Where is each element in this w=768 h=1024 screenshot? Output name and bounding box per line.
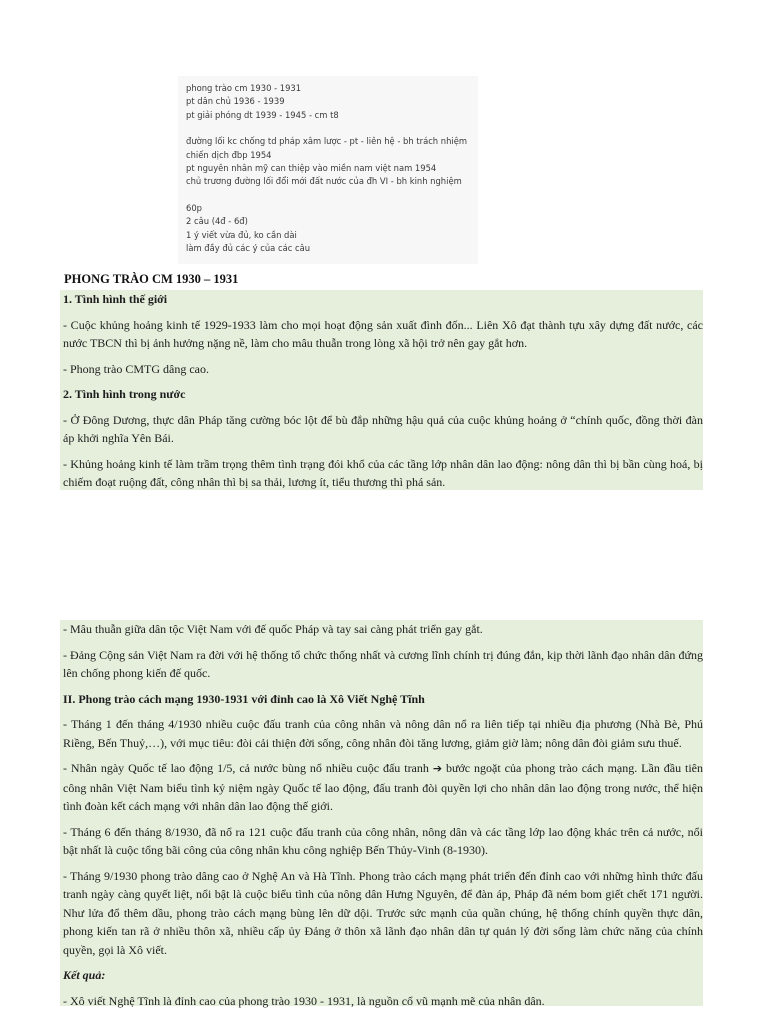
note-line: pt nguyên nhân mỹ can thiệp vào miền nam việt nam 1954 (186, 163, 437, 174)
note-line: 60p (186, 202, 202, 213)
paragraph: - Tháng 9/1930 phong trào dâng cao ở Nghệ An và Hà Tĩnh. Phong trào cách mạng phát triển đến đỉnh cao với những hình thức đấu tranh ngày càng quyết liệt, nổi bật là cuộc biểu tình của nông dân Hưng Nguyên, để đàn áp, Pháp đã ném bom giết chết 171 người. Như lửa đổ thêm dầu, phong trào cách mạng bùng lên dữ dội. Trước sức mạnh của quần chúng, hệ thống chính quyền thực dân, phong kiến tan rã ở nhiều thôn xã, nhiều cấp ủy Đảng ở thôn xã lãnh đạo nhân dân tự quản lý đời sống làm chức năng của chính quyền, gọi là Xô viết. (63, 868, 703, 957)
section-block-movement (60, 620, 703, 1006)
paragraph: - Mâu thuẫn giữa dân tộc Việt Nam với đế quốc Pháp và tay sai càng phát triển gay gắt. (63, 622, 483, 636)
paragraph: - Ở Đông Dương, thực dân Pháp tăng cường bóc lột để bù đắp những hậu quả của cuộc khủng hoảng ở “chính quốc, đồng thời đàn áp khởi nghĩa Yên Bái. (63, 412, 703, 445)
section-heading: 2. Tình hình trong nước (63, 387, 186, 401)
paragraph: - Khủng hoảng kinh tế làm trầm trọng thêm tình trạng đói khổ của các tầng lớp nhân dân lao động: nông dân thì bị bần cùng hoá, bị chiếm đoạt ruộng đất, công nhân thì bị sa thải, lương ít, tiểu thương thì phá sản. (63, 456, 703, 489)
paragraph: - Tháng 6 đến tháng 8/1930, đã nổ ra 121 cuộc đấu tranh của công nhân, nông dân và các tầng lớp lao động khác trên cả nước, nổi bật nhất là cuộc tổng bãi công của công nhân khu công nghiệp Bến Thủy-Vinh (8-1930). (63, 824, 703, 857)
section-heading: 1. Tình hình thế giới (63, 292, 168, 306)
paragraph: - Đảng Cộng sản Việt Nam ra đời với hệ thống tổ chức thống nhất và cương lĩnh chính trị đúng đắn, kịp thời lãnh đạo nhân dân đứng lên chống phong kiến đế quốc. (63, 647, 703, 680)
paragraph (63, 759, 703, 816)
note-line: chủ trương đường lối đổi mới đất nước của đh VI - bh kinh nghiệm (186, 176, 462, 187)
note-line: phong trào cm 1930 - 1931 (186, 83, 302, 93)
note-line: chiến dịch đbp 1954 (186, 149, 272, 160)
note-line: đường lối kc chống td pháp xâm lược - pt - liên hệ - bh trách nhiệm (186, 136, 468, 147)
paragraph-part: bước ngoặt của phong trào cách mạng. Lần đầu tiên công nhân Việt Nam biểu tình kỷ niệm ngày Quốc tế lao động, đấu tranh đòi quyền lợi cho nhân dân lao động trong nước, thể hiện tình đoàn kết cách mạng với nhân dân lao động thế giới. (63, 761, 703, 813)
paragraph: - Cuộc khủng hoảng kinh tế 1929-1933 làm cho mọi hoạt động sản xuất đình đốn... Liên Xô đạt thành tựu xây dựng đất nước, các nước TBCN thì bị ảnh hưởng nặng nề, làm cho mâu thuẫn trong lòng xã hội trở nên gay gắt hơn. (63, 317, 703, 350)
paragraph: - Tháng 1 đến tháng 4/1930 nhiều cuộc đấu tranh của công nhân và nông dân nổ ra liên tiếp tại nhiều địa phương (Nhà Bè, Phú Riềng, Bến Thuỷ,…), với mục tiêu: đòi cải thiện đời sống, công nhân đòi tăng lương, giảm giờ làm; nông dân đòi giảm sưu thuế. (63, 717, 703, 750)
note-line: 1 ý viết vừa đủ, ko cần dài (186, 229, 297, 240)
paragraph: - Phong trào CMTG dâng cao. (63, 361, 209, 376)
handwritten-notes-image (178, 76, 478, 264)
note-line: pt dân chủ 1936 - 1939 (186, 96, 285, 107)
note-line: 2 câu (4đ - 6đ) (186, 216, 248, 227)
section-block-world-domestic (60, 290, 703, 490)
result-heading: Kết quả: (63, 968, 106, 982)
paragraph: - Xô viết Nghệ Tĩnh là đỉnh cao của phong trào 1930 - 1931, là nguồn cổ vũ mạnh mẽ của nhân dân. (63, 993, 545, 1008)
note-line: pt giải phóng dt 1939 - 1945 - cm t8 (186, 109, 339, 120)
section-heading: II. Phong trào cách mạng 1930-1931 với đỉnh cao là Xô Viết Nghệ Tĩnh (63, 691, 425, 706)
note-line: làm đầy đủ các ý của các câu (186, 243, 311, 254)
paragraph-part: - Nhân ngày Quốc tế lao động 1/5, cả nước bùng nổ nhiều cuộc đấu tranh (63, 761, 433, 775)
arrow-icon: ➔ (432, 762, 443, 775)
document-title: PHONG TRÀO CM 1930 – 1931 (64, 272, 239, 286)
